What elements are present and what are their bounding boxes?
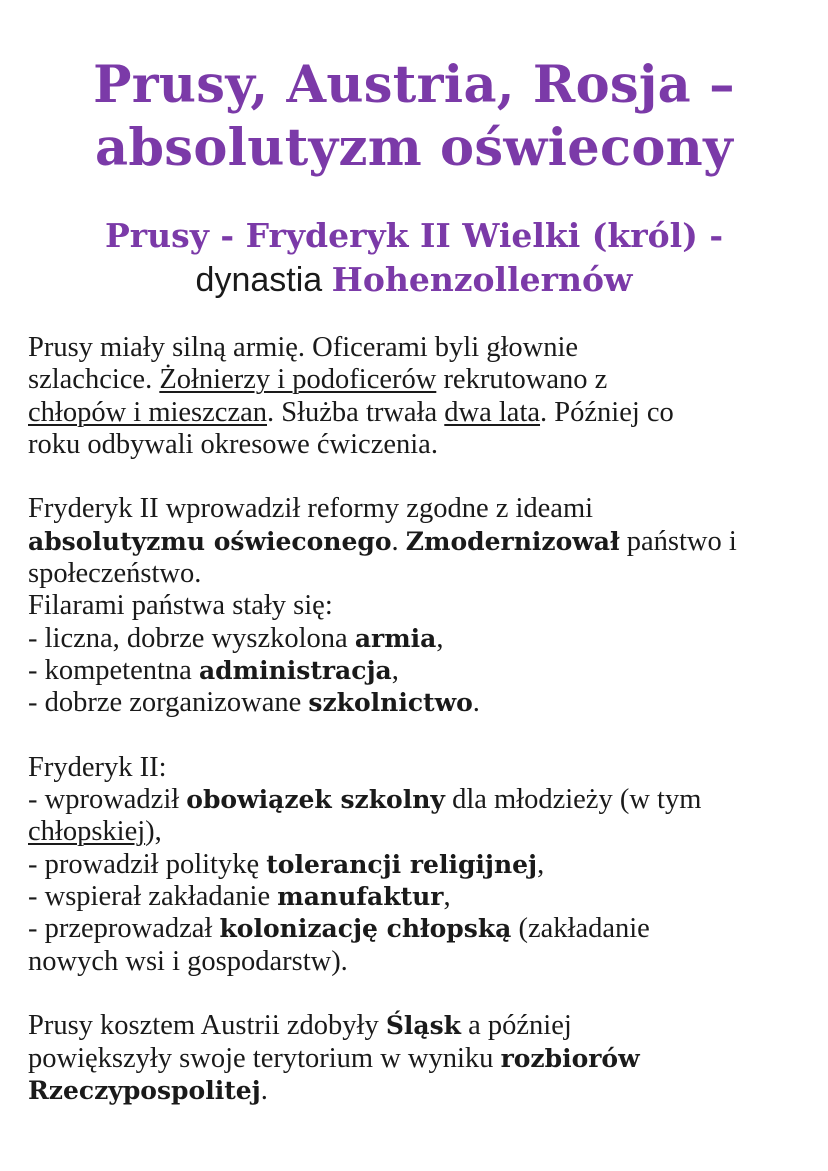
bold-term: manufaktur [277,882,444,912]
text-line [28,1010,818,1042]
text-span: , [436,622,444,654]
text-span: . [260,1074,268,1106]
text-line: roku odbywali okresowe ćwiczenia. [28,428,438,460]
title-line-1: Prusy, Austria, Rosja – [93,55,735,115]
text-span: , [537,848,545,880]
text-line: Prusy miały silną armię. Oficerami byli głownie [28,332,579,363]
underlined-text: dwa lata [444,396,541,428]
text-span: ), [145,816,162,848]
list-item [28,687,818,719]
bold-term: Śląsk [385,1011,461,1041]
text-line [28,364,818,396]
section-heading [0,214,828,302]
text-span: . Później co [540,396,674,428]
text-span: Prusy kosztem Austrii zdobyły [28,1010,386,1042]
text-line [28,526,818,558]
text-span: - prowadził politykę [28,848,267,880]
bold-term: obowiązek szkolny [186,785,445,815]
bold-term: rozbiorów [500,1043,640,1073]
bold-term: Rzeczypospolitej [28,1075,261,1105]
text-span: - kompetentna [28,654,199,686]
text-span: dla młodzieży (w tym [444,784,702,816]
page-title [0,54,828,180]
heading-dynasty-label: dynastia [195,261,332,299]
body-text [28,332,818,1107]
paragraph-army [28,332,818,461]
text-line: nowych wsi i gospodarstw). [28,945,348,977]
heading-ruler: Prusy - Fryderyk II Wielki (król) - [104,216,724,255]
paragraph-gap [28,461,818,493]
list-item [28,849,818,881]
text-span: . [391,525,406,557]
underlined-text: chłopów i mieszczan [28,396,267,428]
text-span: (zakładanie [511,913,650,945]
paragraph-frederick [28,752,818,978]
text-line: społeczeństwo. [28,558,202,590]
bold-term: armia [354,623,437,653]
text-span: szlachcice. [28,364,160,396]
text-span: , [443,881,451,913]
text-span: , [391,654,399,686]
text-span: - liczna, dobrze wyszkolona [28,622,355,654]
text-span: - dobrze zorganizowane [28,687,309,719]
bold-term: tolerancji religijnej [266,849,538,879]
text-line: Fryderyk II wprowadził reformy zgodne z ideami [28,493,594,525]
text-line [28,1043,818,1075]
list-item [28,881,818,913]
text-span: - przeprowadzał [28,913,220,945]
text-span: rekrutowano z [436,364,608,396]
paragraph-reforms [28,493,818,719]
bold-term: kolonizację chłopską [219,914,512,944]
paragraph-gap [28,978,818,1010]
text-span: państwo i [619,525,737,557]
text-line [28,816,818,848]
text-span: powiększyły swoje terytorium w wyniku [28,1042,501,1074]
bold-term: Zmodernizował [405,526,620,556]
heading-dynasty-name: Hohenzollernów [331,260,633,299]
text-line [28,1075,818,1107]
bold-term: szkolnictwo [308,688,473,718]
paragraph-gap [28,720,818,752]
text-line [28,397,818,429]
text-line: Filarami państwa stały się: [28,590,333,622]
text-span: . [472,687,480,719]
list-item [28,655,818,687]
list-item [28,913,818,945]
text-span: - wspierał zakładanie [28,881,278,913]
text-span: . Służba trwała [267,396,445,428]
text-line: Fryderyk II: [28,751,167,783]
text-span: a później [460,1010,572,1042]
underlined-text: Żołnierzy i podoficerów [159,364,437,396]
bold-term: absolutyzmu oświeconego [28,526,392,556]
underlined-text: chłopskiej [28,816,146,848]
bold-term: administracja [198,655,392,685]
list-item [28,623,818,655]
list-item [28,784,818,816]
paragraph-territory [28,1010,818,1107]
title-line-2: absolutyzm oświecony [95,118,733,178]
text-span: - wprowadził [28,784,187,816]
